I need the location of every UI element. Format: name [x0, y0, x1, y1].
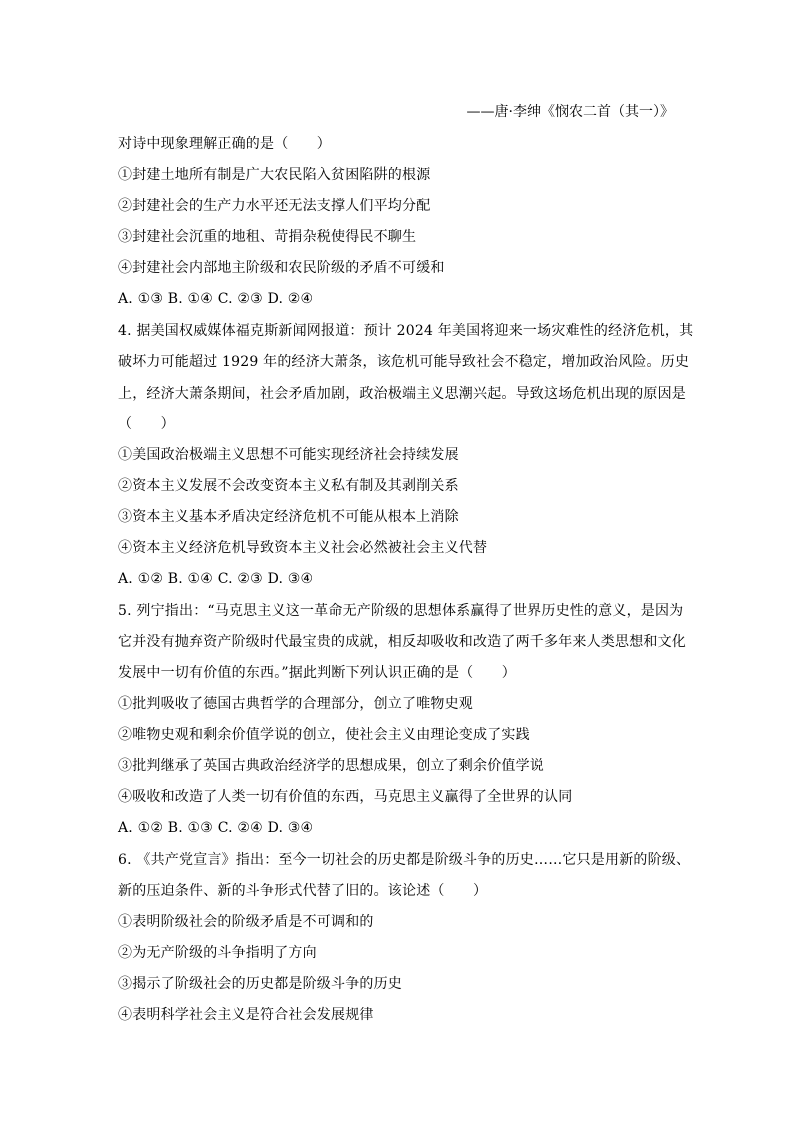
q4-stem-line-1: 4. 据美国权威媒体福克斯新闻网报道：预计 2024 年美国将迎来一场灾难性的经济危机，其 — [118, 323, 694, 339]
q3-option-2: ②封建社会的生产力水平还无法支撑人们平均分配 — [118, 198, 431, 214]
q6-option-1: ①表明阶级社会的阶级矛盾是不可调和的 — [118, 914, 374, 930]
q3-option-1: ①封建土地所有制是广大农民陷入贫困陷阱的根源 — [118, 167, 431, 183]
q6-option-2: ②为无产阶级的斗争指明了方向 — [118, 945, 317, 961]
q4-option-4: ④资本主义经济危机导致资本主义社会必然被社会主义代替 — [118, 540, 488, 556]
q5-stem-line-3: 发展中一切有价值的东西。”据此判断下列认识正确的是（ ） — [118, 665, 516, 681]
q3-stem: 对诗中现象理解正确的是（ ） — [118, 136, 331, 152]
q4-stem-line-3: 上，经济大萧条期间，社会矛盾加剧，政治极端主义思潮兴起。导致这场危机出现的原因是 — [118, 386, 686, 402]
q6-stem-line-2: 新的压迫条件、新的斗争形式代替了旧的。该论述（ ） — [118, 883, 488, 899]
q6-option-3: ③揭示了阶级社会的历史都是阶级斗争的历史 — [118, 976, 402, 992]
q6-stem-line-1: 6. 《共产党宣言》指出：至今一切社会的历史都是阶级斗争的历史……它只是用新的阶级、 — [118, 852, 691, 868]
q4-answer-choices: A. ①② B. ①④ C. ②③ D. ③④ — [118, 571, 314, 587]
poem-attribution: ——唐·李绅《悯农二首（其一）》 — [466, 104, 674, 120]
q4-option-1: ①美国政治极端主义思想不可能实现经济社会持续发展 — [118, 447, 459, 463]
q5-stem-line-1: 5. 列宁指出：“马克思主义这一革命无产阶级的思想体系赢得了世界历史性的意义，是因为 — [118, 603, 684, 619]
q5-option-3: ③批判继承了英国古典政治经济学的思想成果，创立了剩余价值学说 — [118, 758, 544, 774]
q5-option-1: ①批判吸收了德国古典哲学的合理部分，创立了唯物史观 — [118, 696, 473, 712]
q6-option-4: ④表明科学社会主义是符合社会发展规律 — [118, 1007, 374, 1023]
q5-option-4: ④吸收和改造了人类一切有价值的东西，马克思主义赢得了全世界的认同 — [118, 789, 573, 805]
q3-answer-choices: A. ①③ B. ①④ C. ②③ D. ②④ — [118, 291, 314, 307]
q5-option-2: ②唯物史观和剩余价值学说的创立，使社会主义由理论变成了实践 — [118, 727, 530, 743]
q4-option-2: ②资本主义发展不会改变资本主义私有制及其剥削关系 — [118, 478, 459, 494]
q4-stem-line-2: 破坏力可能超过 1929 年的经济大萧条，该危机可能导致社会不稳定，增加政治风险。历史 — [118, 354, 690, 370]
q3-option-3: ③封建社会沉重的地租、苛捐杂税使得民不聊生 — [118, 229, 417, 245]
q4-stem-line-4: （ ） — [118, 416, 175, 432]
q3-option-4: ④封建社会内部地主阶级和农民阶级的矛盾不可缓和 — [118, 260, 445, 276]
q5-stem-line-2: 它并没有抛弃资产阶级时代最宝贵的成就，相反却吸收和改造了两千多年来人类思想和文化 — [118, 634, 686, 650]
q5-answer-choices: A. ①② B. ①③ C. ②④ D. ③④ — [118, 820, 314, 836]
q4-option-3: ③资本主义基本矛盾决定经济危机不可能从根本上消除 — [118, 509, 459, 525]
